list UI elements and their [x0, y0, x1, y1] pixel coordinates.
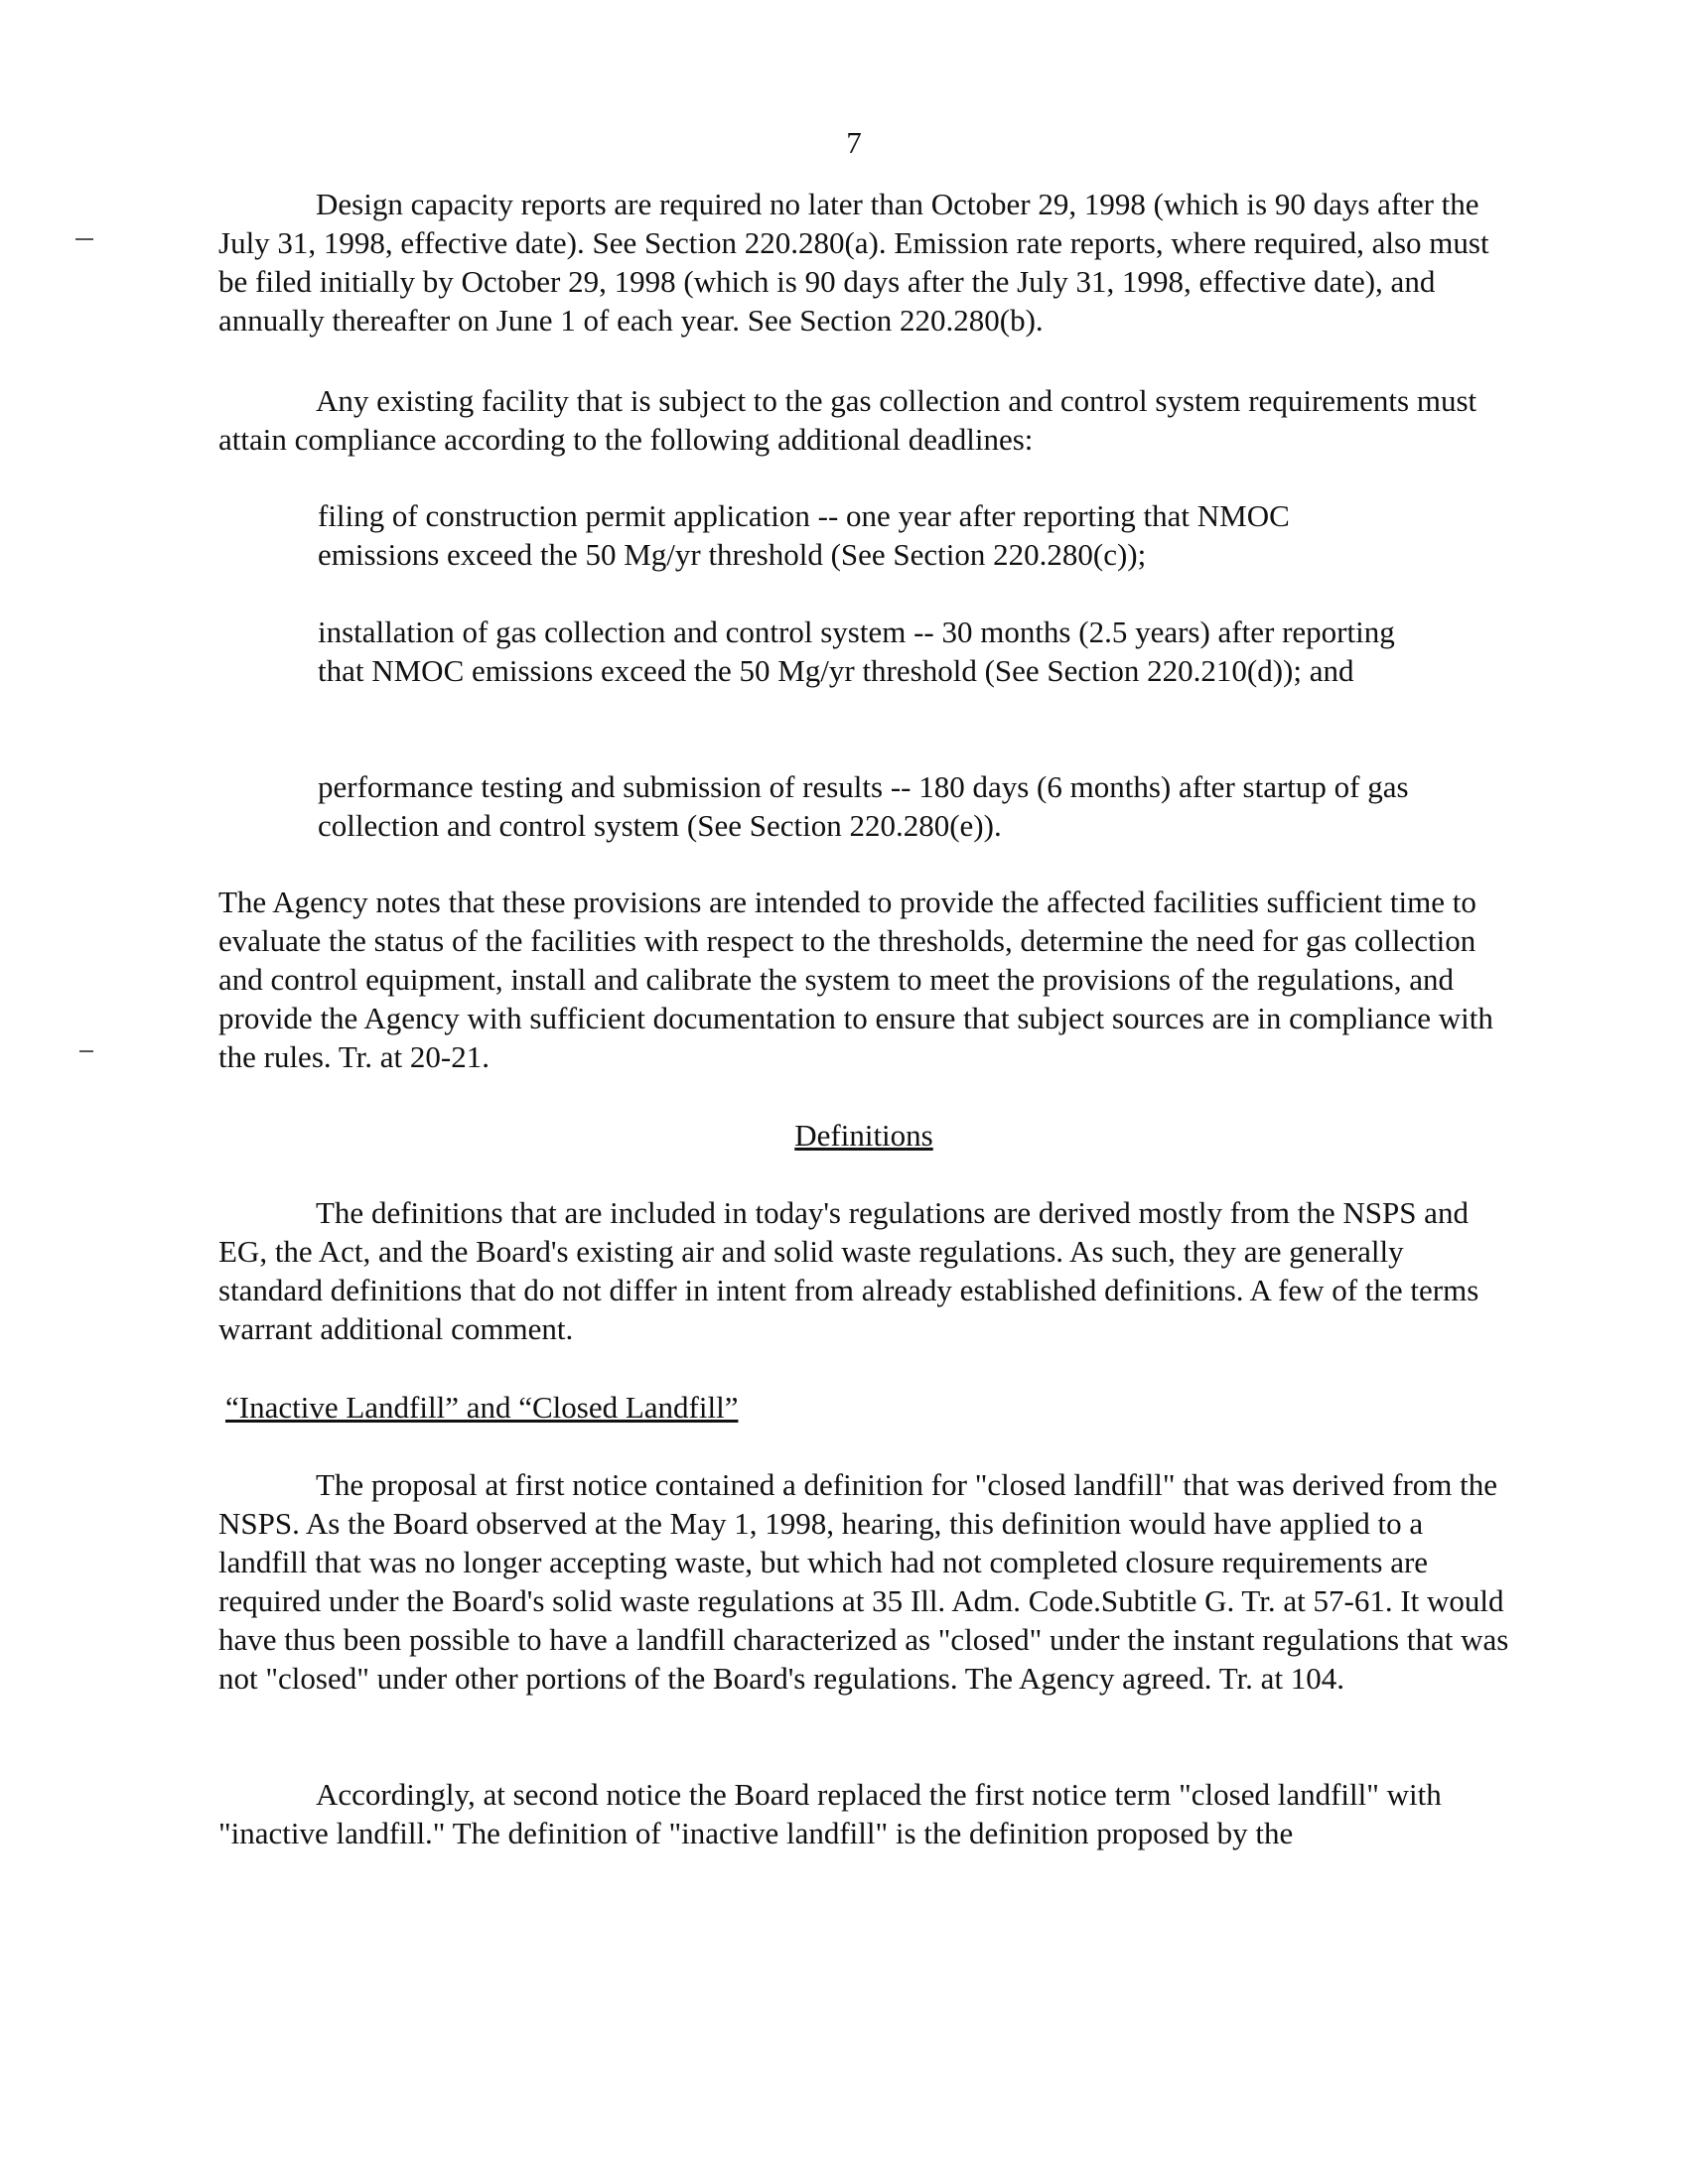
subheading-inactive-landfill: “Inactive Landfill” and “Closed Landfill” — [225, 1390, 739, 1425]
paragraph-existing-facility: Any existing facility that is subject to the gas collection and control system requirements must attain compliance according to the following additional deadlines: — [218, 383, 1477, 457]
paragraph-agency-notes: The Agency notes that these provisions are intended to provide the affected facilities sufficient time to evaluate the status of the facilities with respect to the thresholds, determine the need for gas collection and control equipment, install and calibrate the system to meet the provisions of the regulations, and provide the Agency with sufficient documentation to ensure that subject sources are in compliance with the rules. Tr. at 20-21. — [218, 885, 1493, 1074]
margin-mark — [75, 238, 93, 240]
list-item-installation: installation of gas collection and control system -- 30 months (2.5 years) after reporting that NMOC emissions exceed the 50 Mg/yr threshold (See Section 220.210(d)); and — [318, 614, 1395, 688]
paragraph-report-deadlines: Design capacity reports are required no later than October 29, 1998 (which is 90 days after the July 31, 1998, effective date). See Section 220.280(a). Emission rate reports, where required, also must be filed initially by October 29, 1998 (which is 90 days after the July 31, 1998, effective date), and annually thereafter on June 1 of each year. See Section 220.280(b). — [218, 187, 1489, 338]
margin-mark — [79, 1050, 93, 1052]
list-item-construction-permit: filing of construction permit application -- one year after reporting that NMOC emissions exceed the 50 Mg/yr threshold (See Section 220.280(c)); — [318, 498, 1290, 572]
paragraph-second-notice: Accordingly, at second notice the Board replaced the first notice term "closed landfill" with "inactive landfill." The definition of "inactive landfill" is the definition proposed by the — [218, 1777, 1442, 1850]
section-heading-definitions: Definitions — [794, 1118, 933, 1153]
paragraph-definitions: The definitions that are included in today's regulations are derived mostly from the NSPS and EG, the Act, and the Board's existing air and solid waste regulations. As such, they are generally standard definitions that do not differ in intent from already established definitions. A few of the terms warrant additional comment. — [218, 1195, 1479, 1346]
list-item-performance-testing: performance testing and submission of results -- 180 days (6 months) after startup of gas collection and control system (See Section 220.280(e)). — [318, 769, 1409, 843]
paragraph-first-notice-proposal: The proposal at first notice contained a definition for "closed landfill" that was derived from the NSPS. As the Board observed at the May 1, 1998, hearing, this definition would have applied to a landfill that was no longer accepting waste, but which had not completed closure requirements are required under the Board's solid waste regulations at 35 Ill. Adm. Code.Subtitle G. Tr. at 57-61. It would have thus been possible to have a landfill characterized as "closed" under the instant regulations that was not "closed" under other portions of the Board's regulations. The Agency agreed. Tr. at 104. — [218, 1467, 1509, 1696]
page-number: 7 — [846, 125, 862, 160]
